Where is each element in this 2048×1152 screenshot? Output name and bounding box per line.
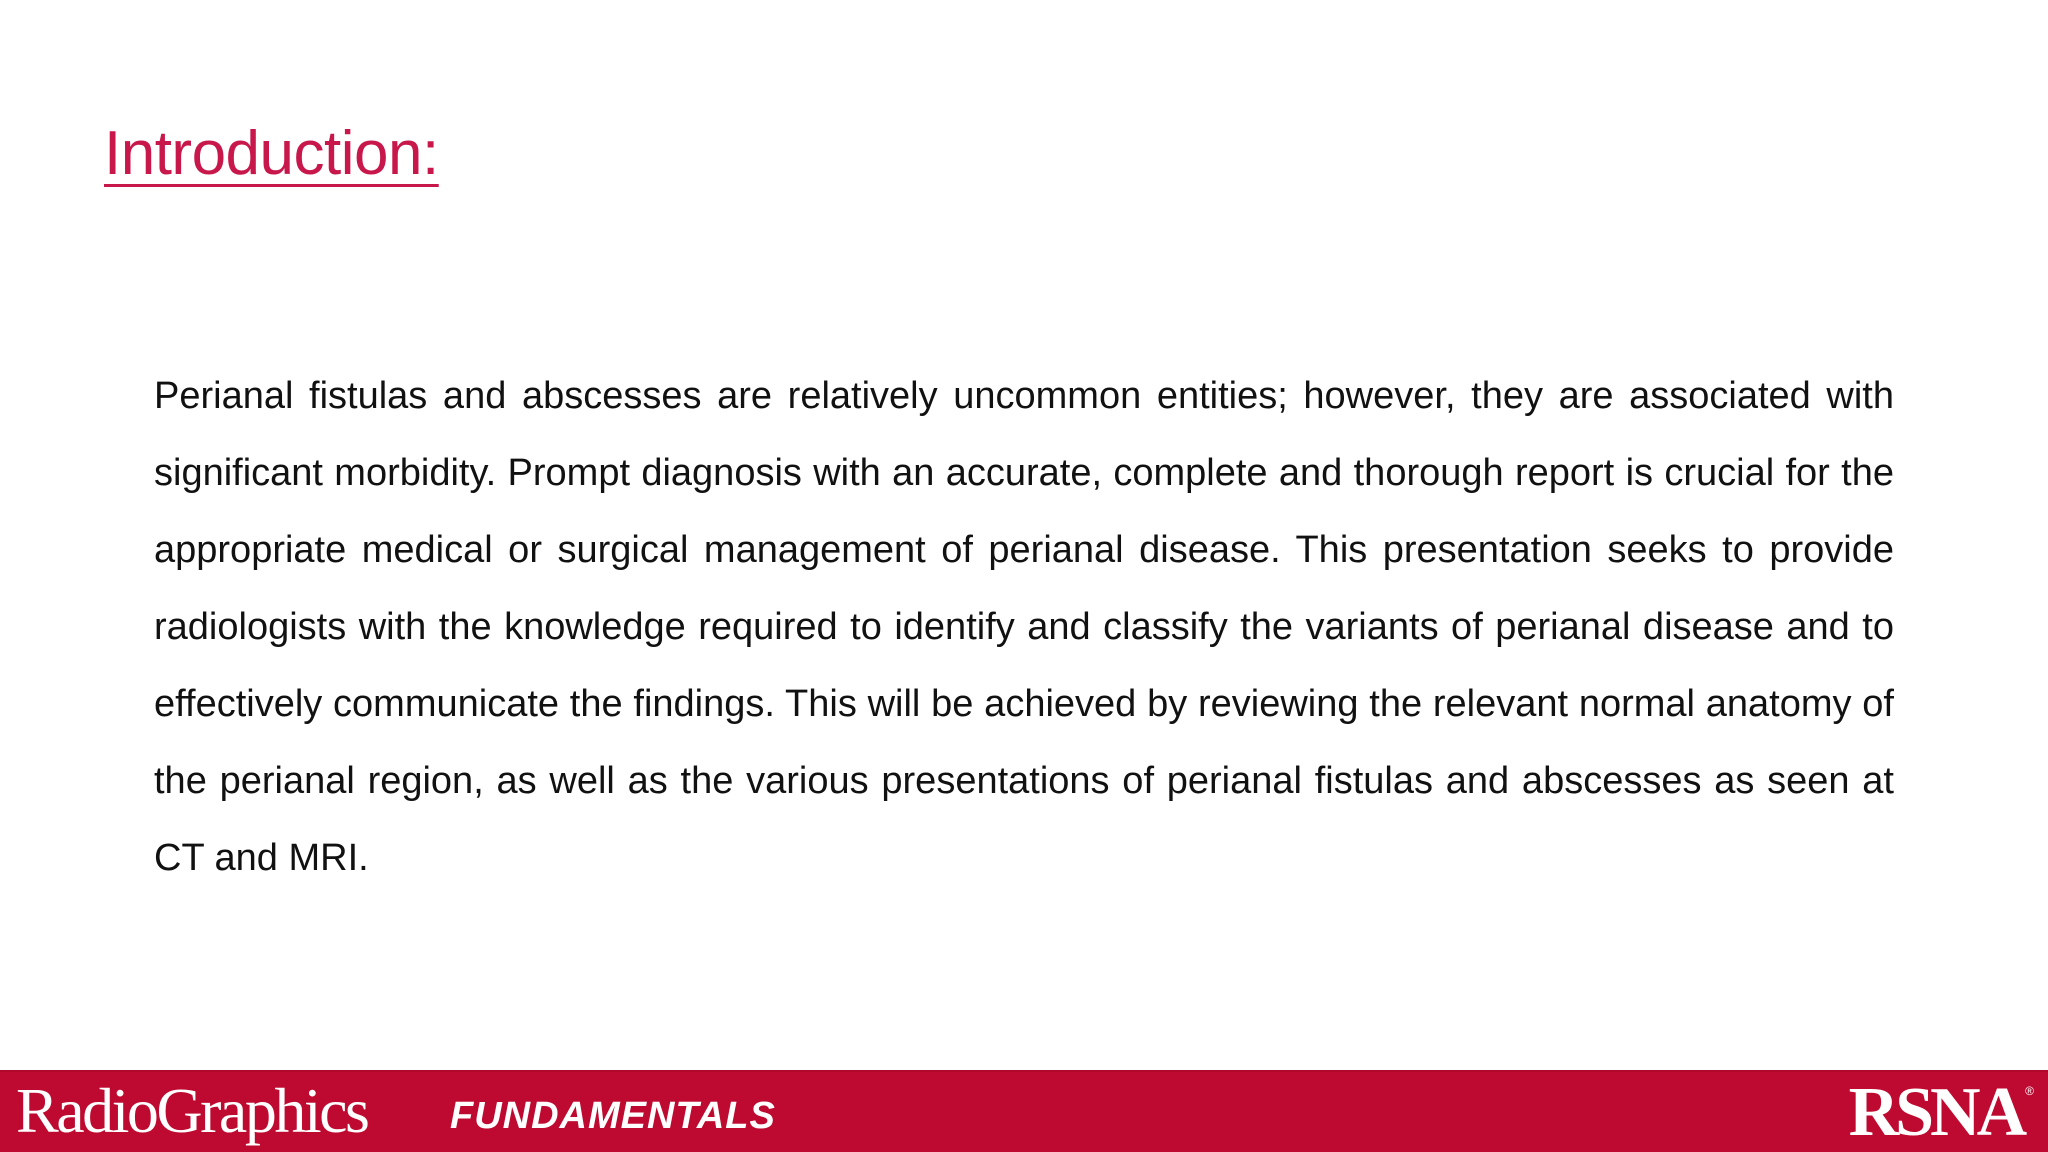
slide-title: Introduction: (104, 119, 439, 188)
footer-bar (0, 1070, 2048, 1152)
rsna-logo (1849, 1076, 2034, 1150)
registered-mark: ® (2025, 1084, 2034, 1098)
radiographics-logo: RadioGraphics (16, 1075, 368, 1146)
slide-body-paragraph: Perianal fistulas and abscesses are relatively uncommon entities; however, they are associated with significant morbidity. Prompt diagnosis with an accurate, complete and thorough report is crucial for the appropriate medical or surgical management of perianal disease. This presentation seeks to provide radiologists with the knowledge required to identify and classify the variants of perianal disease and to effectively communicate the findings. This will be achieved by reviewing the relevant normal anatomy of the perianal region, as well as the various presentations of perianal fistulas and abscesses as seen at CT and MRI. (154, 375, 1894, 879)
fundamentals-label: FUNDAMENTALS (450, 1095, 776, 1137)
rsna-logo-text: RSNA (1848, 1074, 2024, 1151)
